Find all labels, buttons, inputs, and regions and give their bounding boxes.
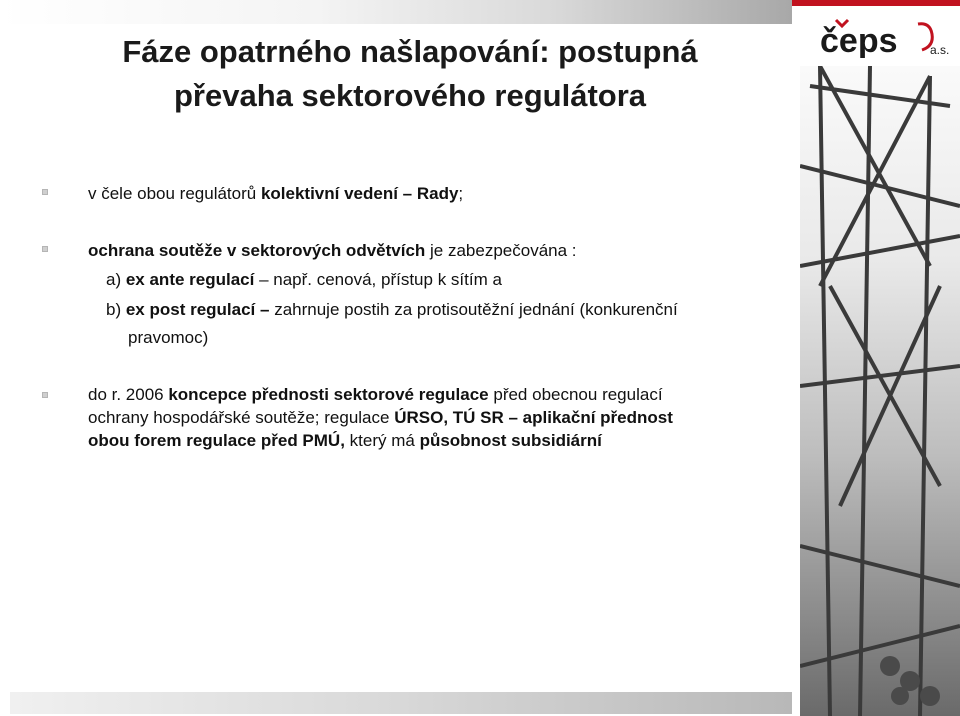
bullet-2-sub-b-cont: pravomoc) [128, 328, 209, 347]
bullet-marker [42, 246, 48, 252]
bullet-marker [42, 392, 48, 398]
bullet-2-line-1: ochrana soutěže v sektorových odvětvích je zabezpečována : [88, 241, 577, 260]
logo-brand-text: čeps [820, 22, 898, 58]
power-tower-photo [800, 66, 960, 716]
bullet-marker [42, 189, 48, 195]
bullet-3-line-1: do r. 2006 koncepce přednosti sektorové regulace před obecnou regulací [88, 385, 663, 404]
bullet-3-line-3: obou forem regulace před PMÚ, který má působnost subsidiární [88, 431, 602, 450]
bullet-2-sub-b: b) ex post regulací – zahrnuje postih za protisoutěžní jednání (konkurenční [106, 300, 678, 319]
ceps-logo [818, 14, 958, 58]
logo-suffix-text: a.s. [930, 43, 950, 57]
title-line-2: převaha sektorového regulátora [173, 78, 647, 113]
bullet-1-line-1: v čele obou regulátorů kolektivní vedení – Rady; [88, 184, 464, 203]
page-title [40, 30, 780, 118]
top-red-accent-bar [792, 0, 960, 6]
bullet-2-sub-a: a) ex ante regulací – např. cenová, přístup k sítím a [106, 270, 502, 289]
top-gradient-bar [0, 0, 792, 24]
bottom-gradient-bar [10, 692, 792, 714]
title-line-1: Fáze opatrného našlapování: postupná [122, 34, 698, 69]
bullet-3-line-2: ochrany hospodářské soutěže; regulace ÚRSO, TÚ SR – aplikační přednost [88, 408, 673, 427]
power-tower-illustration [800, 66, 960, 716]
